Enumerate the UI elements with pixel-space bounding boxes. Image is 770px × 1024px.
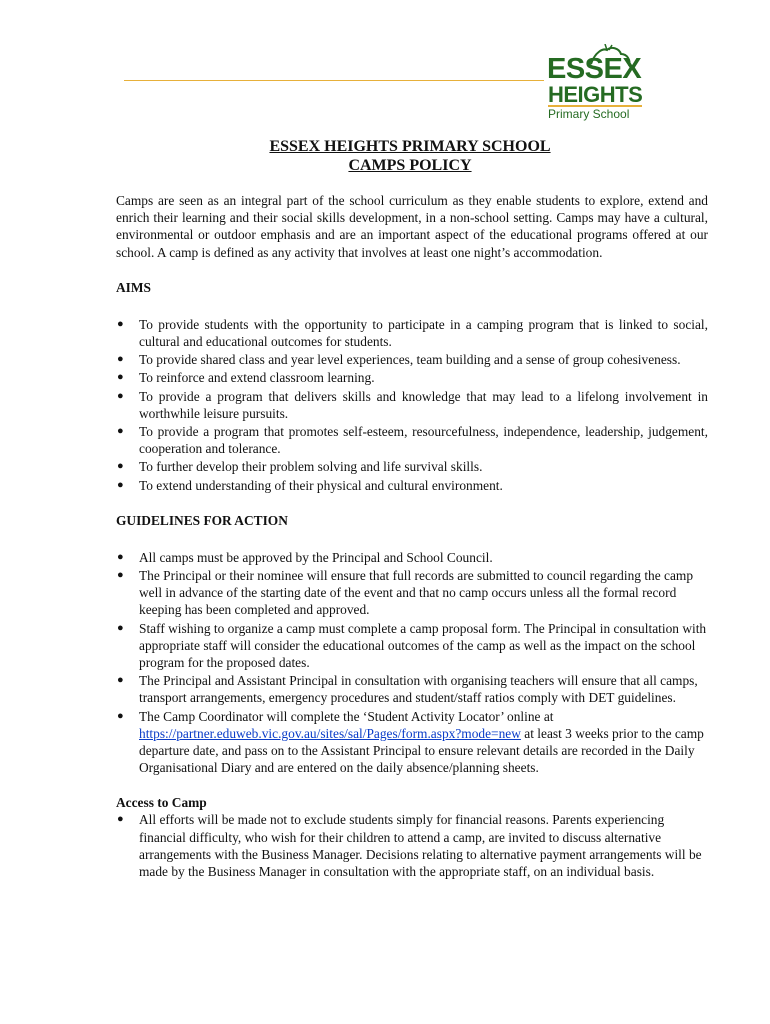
list-item-text: The Principal and Assistant Principal in consultation with organising teachers will ensure that all camps, transport arrangements, emergency procedures and student/staff ratios comply with DET guidelines. <box>139 673 698 706</box>
policy-body <box>116 192 708 881</box>
list-item <box>116 388 708 422</box>
logo-word-essex: ESSEX <box>547 53 642 85</box>
school-logo <box>545 44 653 128</box>
list-item-text: To further develop their problem solving and life survival skills. <box>139 459 483 475</box>
bullet-icon: ● <box>117 389 124 402</box>
bullet-icon: ● <box>117 371 124 384</box>
bullet-icon: ● <box>117 621 124 634</box>
list-item <box>116 811 708 880</box>
bullet-icon: ● <box>117 425 124 438</box>
list-item <box>116 477 708 494</box>
list-item <box>116 316 708 350</box>
access-heading: Access to Camp <box>116 795 207 811</box>
list-item <box>116 672 708 706</box>
list-item-text: All camps must be approved by the Principal and School Council. <box>139 549 493 565</box>
list-item <box>116 549 708 566</box>
student-activity-locator-link[interactable]: https://partner.eduweb.vic.gov.au/sites/sal/Pages/form.aspx?mode=new <box>139 725 521 741</box>
list-item-text: All efforts will be made not to exclude students simply for financial reasons. Parents experiencing financial difficulty, who wish for their children to attend a camp, are invited to discuss alternative arrangements with the Business Manager. Decisions relating to alternative payment arrangements will be made by the Business Manager in consultation with the appropriate staff, on an individual basis. <box>139 812 702 880</box>
list-item-text: To extend understanding of their physical and cultural environment. <box>139 477 503 493</box>
aims-heading: AIMS <box>116 279 151 295</box>
list-item-text: To reinforce and extend classroom learning. <box>139 370 375 386</box>
bullet-icon: ● <box>117 460 124 473</box>
list-item <box>116 620 708 672</box>
bullet-icon: ● <box>117 550 124 563</box>
guidelines-list <box>116 549 708 777</box>
logo-word-heights: HEIGHTS <box>548 82 643 107</box>
bullet-icon: ● <box>117 674 124 687</box>
bullet-icon: ● <box>117 569 124 582</box>
list-item-text: The Principal or their nominee will ensure that full records are submitted to council regarding the camp well in advance of the starting date of the event and that no camp occurs unless all the formal record keeping has been completed and approved. <box>139 568 694 618</box>
list-item-text: To provide students with the opportunity to participate in a camping program that is linked to social, cultural and educational outcomes for students. <box>139 316 708 350</box>
list-item <box>116 423 708 457</box>
aims-list <box>116 316 708 494</box>
bullet-icon: ● <box>117 478 124 491</box>
list-item-text <box>139 709 704 776</box>
header-rule <box>124 80 544 81</box>
intro-paragraph: Camps are seen as an integral part of the school curriculum as they enable students to explore, extend and enrich their learning and their social skills development, in a non-school setting. Camps may have a cultural, environmental or outdoor emphasis and are an important aspect of the educational programs offered at our school. A camp is defined as any activity that involves at least one night’s accommodation. <box>116 193 708 260</box>
logo-word-primary-school: Primary School <box>548 107 630 121</box>
list-item <box>116 708 708 777</box>
list-item-text: To provide shared class and year level experiences, team building and a sense of group cohesiveness. <box>139 352 681 368</box>
bullet-icon: ● <box>117 813 124 826</box>
guidelines-heading: GUIDELINES FOR ACTION <box>116 512 288 528</box>
document-title: ESSEX HEIGHTS PRIMARY SCHOOL <box>269 138 551 155</box>
access-list <box>116 811 708 880</box>
list-item <box>116 369 708 386</box>
list-item <box>116 351 708 368</box>
locator-text-before: The Camp Coordinator will complete the ‘Student Activity Locator’ online at <box>139 708 554 724</box>
bullet-icon: ● <box>117 353 124 366</box>
list-item-text: To provide a program that delivers skills and knowledge that may lead to a lifelong involvement in worthwhile leisure pursuits. <box>139 388 708 421</box>
list-item-text: To provide a program that promotes self-esteem, resourcefulness, independence, leadership, judgement, cooperation and tolerance. <box>139 424 708 457</box>
list-item <box>116 458 708 475</box>
list-item-text: Staff wishing to organize a camp must complete a camp proposal form. The Principal in consultation with appropriate staff will consider the educational outcomes of the camp as well as the impact on the school program for the proposed dates. <box>139 620 707 671</box>
document-subtitle: CAMPS POLICY <box>348 157 472 174</box>
list-item <box>116 567 708 619</box>
locator-text-after: at least 3 weeks prior to the camp departure date, and pass on to the Assistant Principal to ensure relevant details are recorded in the Daily Organisational Diary and are entered on the daily absence/planning sheets. <box>139 725 704 776</box>
bullet-icon: ● <box>117 709 124 722</box>
bullet-icon: ● <box>117 317 124 330</box>
